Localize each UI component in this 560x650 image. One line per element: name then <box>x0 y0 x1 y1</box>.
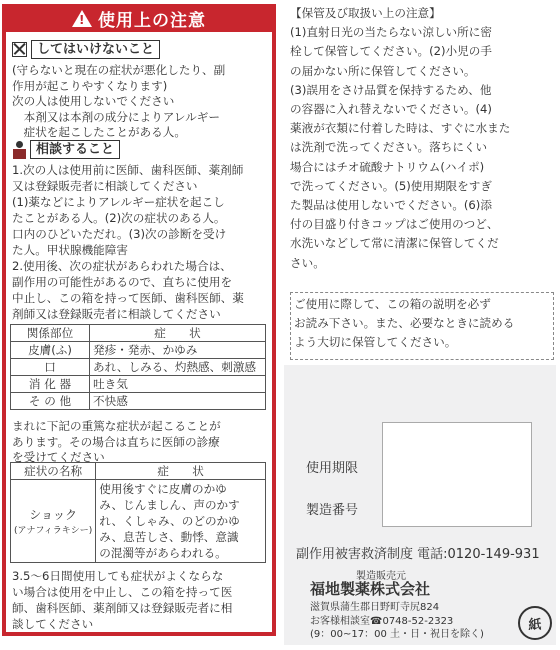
text-line: まれに下記の重篤な症状が起こることが <box>12 419 221 433</box>
text-line: 1.次の人は使用前に医師、歯科医師、薬剤師 <box>12 163 244 177</box>
text-line: い場合は使用を中止し、この箱を持って医 <box>12 585 233 599</box>
prohibit-heading <box>12 40 160 59</box>
table-header: 症状の名称 <box>11 463 96 480</box>
expiry-label: 使用期限 <box>306 461 359 476</box>
text-line: れ、くしゃみ、のどのかゆ <box>99 514 240 528</box>
text-line: み、じんましん、声のかす <box>99 498 240 512</box>
text-line: は洗剤で洗ってください。落ちにくい <box>290 140 488 155</box>
text-line: た人。甲状腺機能障害 <box>12 243 128 257</box>
symptom-name: ショック <box>29 508 77 522</box>
lot-label: 製造番号 <box>306 503 359 518</box>
text-line: 談してください <box>12 617 94 631</box>
table-cell <box>96 480 266 563</box>
warnings-header <box>2 4 276 32</box>
symptom-name-sub: (アナフィラキシー) <box>14 526 93 536</box>
text-line: の届かない所に保管してください。 <box>290 63 476 78</box>
table-row <box>11 393 266 410</box>
company-name: 福地製薬株式会社 <box>310 580 431 598</box>
text-line: 中止し、この箱を持って医師、歯科医師、薬 <box>12 291 244 305</box>
text-line: (3)誤用をさけ品質を保持するため、他 <box>290 82 492 97</box>
table-cell: そ の 他 <box>11 393 90 410</box>
text-line: 使用後すぐに皮膚のかゆ <box>99 482 227 496</box>
company-hours: (9：00~17：00 土・日・祝日を除く) <box>310 629 484 640</box>
table-row <box>11 376 266 393</box>
text-line: 剤師又は登録販売者に相談してください <box>12 307 221 321</box>
table-cell: 口 <box>11 359 90 376</box>
text-line: (守らないと現在の症状が悪化したり、副 <box>12 63 226 77</box>
text-line: 口内のひどいただれ。(3)次の診断を受け <box>12 227 227 241</box>
warnings-title: 使用上の注意 <box>98 10 206 31</box>
warning-icon: ! <box>72 10 92 27</box>
print-box <box>382 422 532 527</box>
text-line: (1)直射日光の当たらない涼しい所に密 <box>290 25 492 40</box>
table-row <box>11 359 266 376</box>
text-line: た製品は使用しないでください。(6)添 <box>290 198 492 212</box>
table-header: 症 状 <box>90 325 266 342</box>
relief-phone: 副作用被害救済制度 電話:0120-149-931 <box>296 547 540 562</box>
table-header: 症 状 <box>96 463 266 480</box>
text-line: 付の目盛り付きコップはご使用のつど、 <box>290 217 499 232</box>
text-line: 副作用の可能性があるので、直ちに使用を <box>12 275 233 289</box>
side-effects-table <box>10 324 266 410</box>
text-line: 師、歯科医師、薬剤師又は登録販売者に相 <box>12 601 233 615</box>
text-line: 3.5～6日間使用しても症状がよくならな <box>12 569 224 583</box>
table-row <box>11 342 266 359</box>
table-cell <box>11 480 96 563</box>
prohibit-icon <box>12 42 27 57</box>
text-line: を受けてください <box>12 450 105 464</box>
text-line: 栓して保管してください。(2)小児の手 <box>290 44 492 59</box>
text-line: 作用が起こりやすくなります) <box>12 78 168 93</box>
table-row <box>11 480 266 563</box>
text-line: 薬液が衣類に付着した時は、すぐに水また <box>290 121 511 136</box>
text-line: 本剤又は本剤の成分によりアレルギー <box>12 109 220 124</box>
text-line: 2.使用後、次の症状があらわれた場合は、 <box>12 259 232 273</box>
text-line: 次の人は使用しないでください <box>12 94 175 108</box>
text-line: の混濁等があらわれる。 <box>99 546 227 560</box>
text-line: よう大切に保管してください。 <box>294 335 457 349</box>
table-cell: 皮膚(ふ) <box>11 342 90 359</box>
serious-symptoms-table <box>10 462 266 563</box>
text-line: で洗ってください。(5)使用期限をすぎ <box>290 178 492 193</box>
text-line: ご使用に際して、この箱の説明を必ず <box>294 297 491 311</box>
consult-heading <box>12 140 120 159</box>
warnings-panel <box>2 4 276 636</box>
table-header: 関係部位 <box>11 325 90 342</box>
text-line: 症状を起こしたことがある人。 <box>12 125 186 139</box>
table-cell: 吐き気 <box>90 376 266 393</box>
prohibit-title: してはいけないこと <box>31 40 160 59</box>
paper-recycle-icon <box>518 606 552 640</box>
seller-label: 製造販売元 <box>356 571 406 582</box>
table-cell: 不快感 <box>90 393 266 410</box>
table-cell: 消 化 器 <box>11 376 90 393</box>
text-line: あります。その場合は直ちに医師の診療 <box>12 434 220 449</box>
text-line: たことがある人。(2)次の症状のある人。 <box>12 211 226 225</box>
consult-title: 相談すること <box>30 140 120 159</box>
table-cell: あれ、しみる、灼熱感、刺激感 <box>90 359 266 376</box>
warnings-body <box>6 32 272 632</box>
text-line: 又は登録販売者に相談してください <box>12 179 198 193</box>
recycle-mark-text: 紙 <box>528 617 542 633</box>
text-line: 水洗いなどして常に清潔に保管してくだ <box>290 236 499 251</box>
company-address: 滋賀県蒲生郡日野町寺尻824 <box>310 602 440 613</box>
text-line: 【保管及び取扱い上の注意】 <box>290 6 441 20</box>
text-line: の容器に入れ替えないでください。(4) <box>290 102 492 116</box>
text-line: 場合にはチオ硫酸ナトリウム(ハイポ) <box>290 159 485 174</box>
consult-icon <box>12 141 26 159</box>
text-line: (1)薬などによりアレルギー症状を起こし <box>12 195 225 209</box>
text-line: さい。 <box>290 255 325 270</box>
table-cell: 発疹・発赤、かゆみ <box>90 342 266 359</box>
text-line: お読み下さい。また、必要なときに読める <box>294 316 515 330</box>
company-tel: お客様相談室☎0748-52-2323 <box>310 616 454 627</box>
text-line: み、息苦しさ、動悸、意識 <box>99 530 239 544</box>
